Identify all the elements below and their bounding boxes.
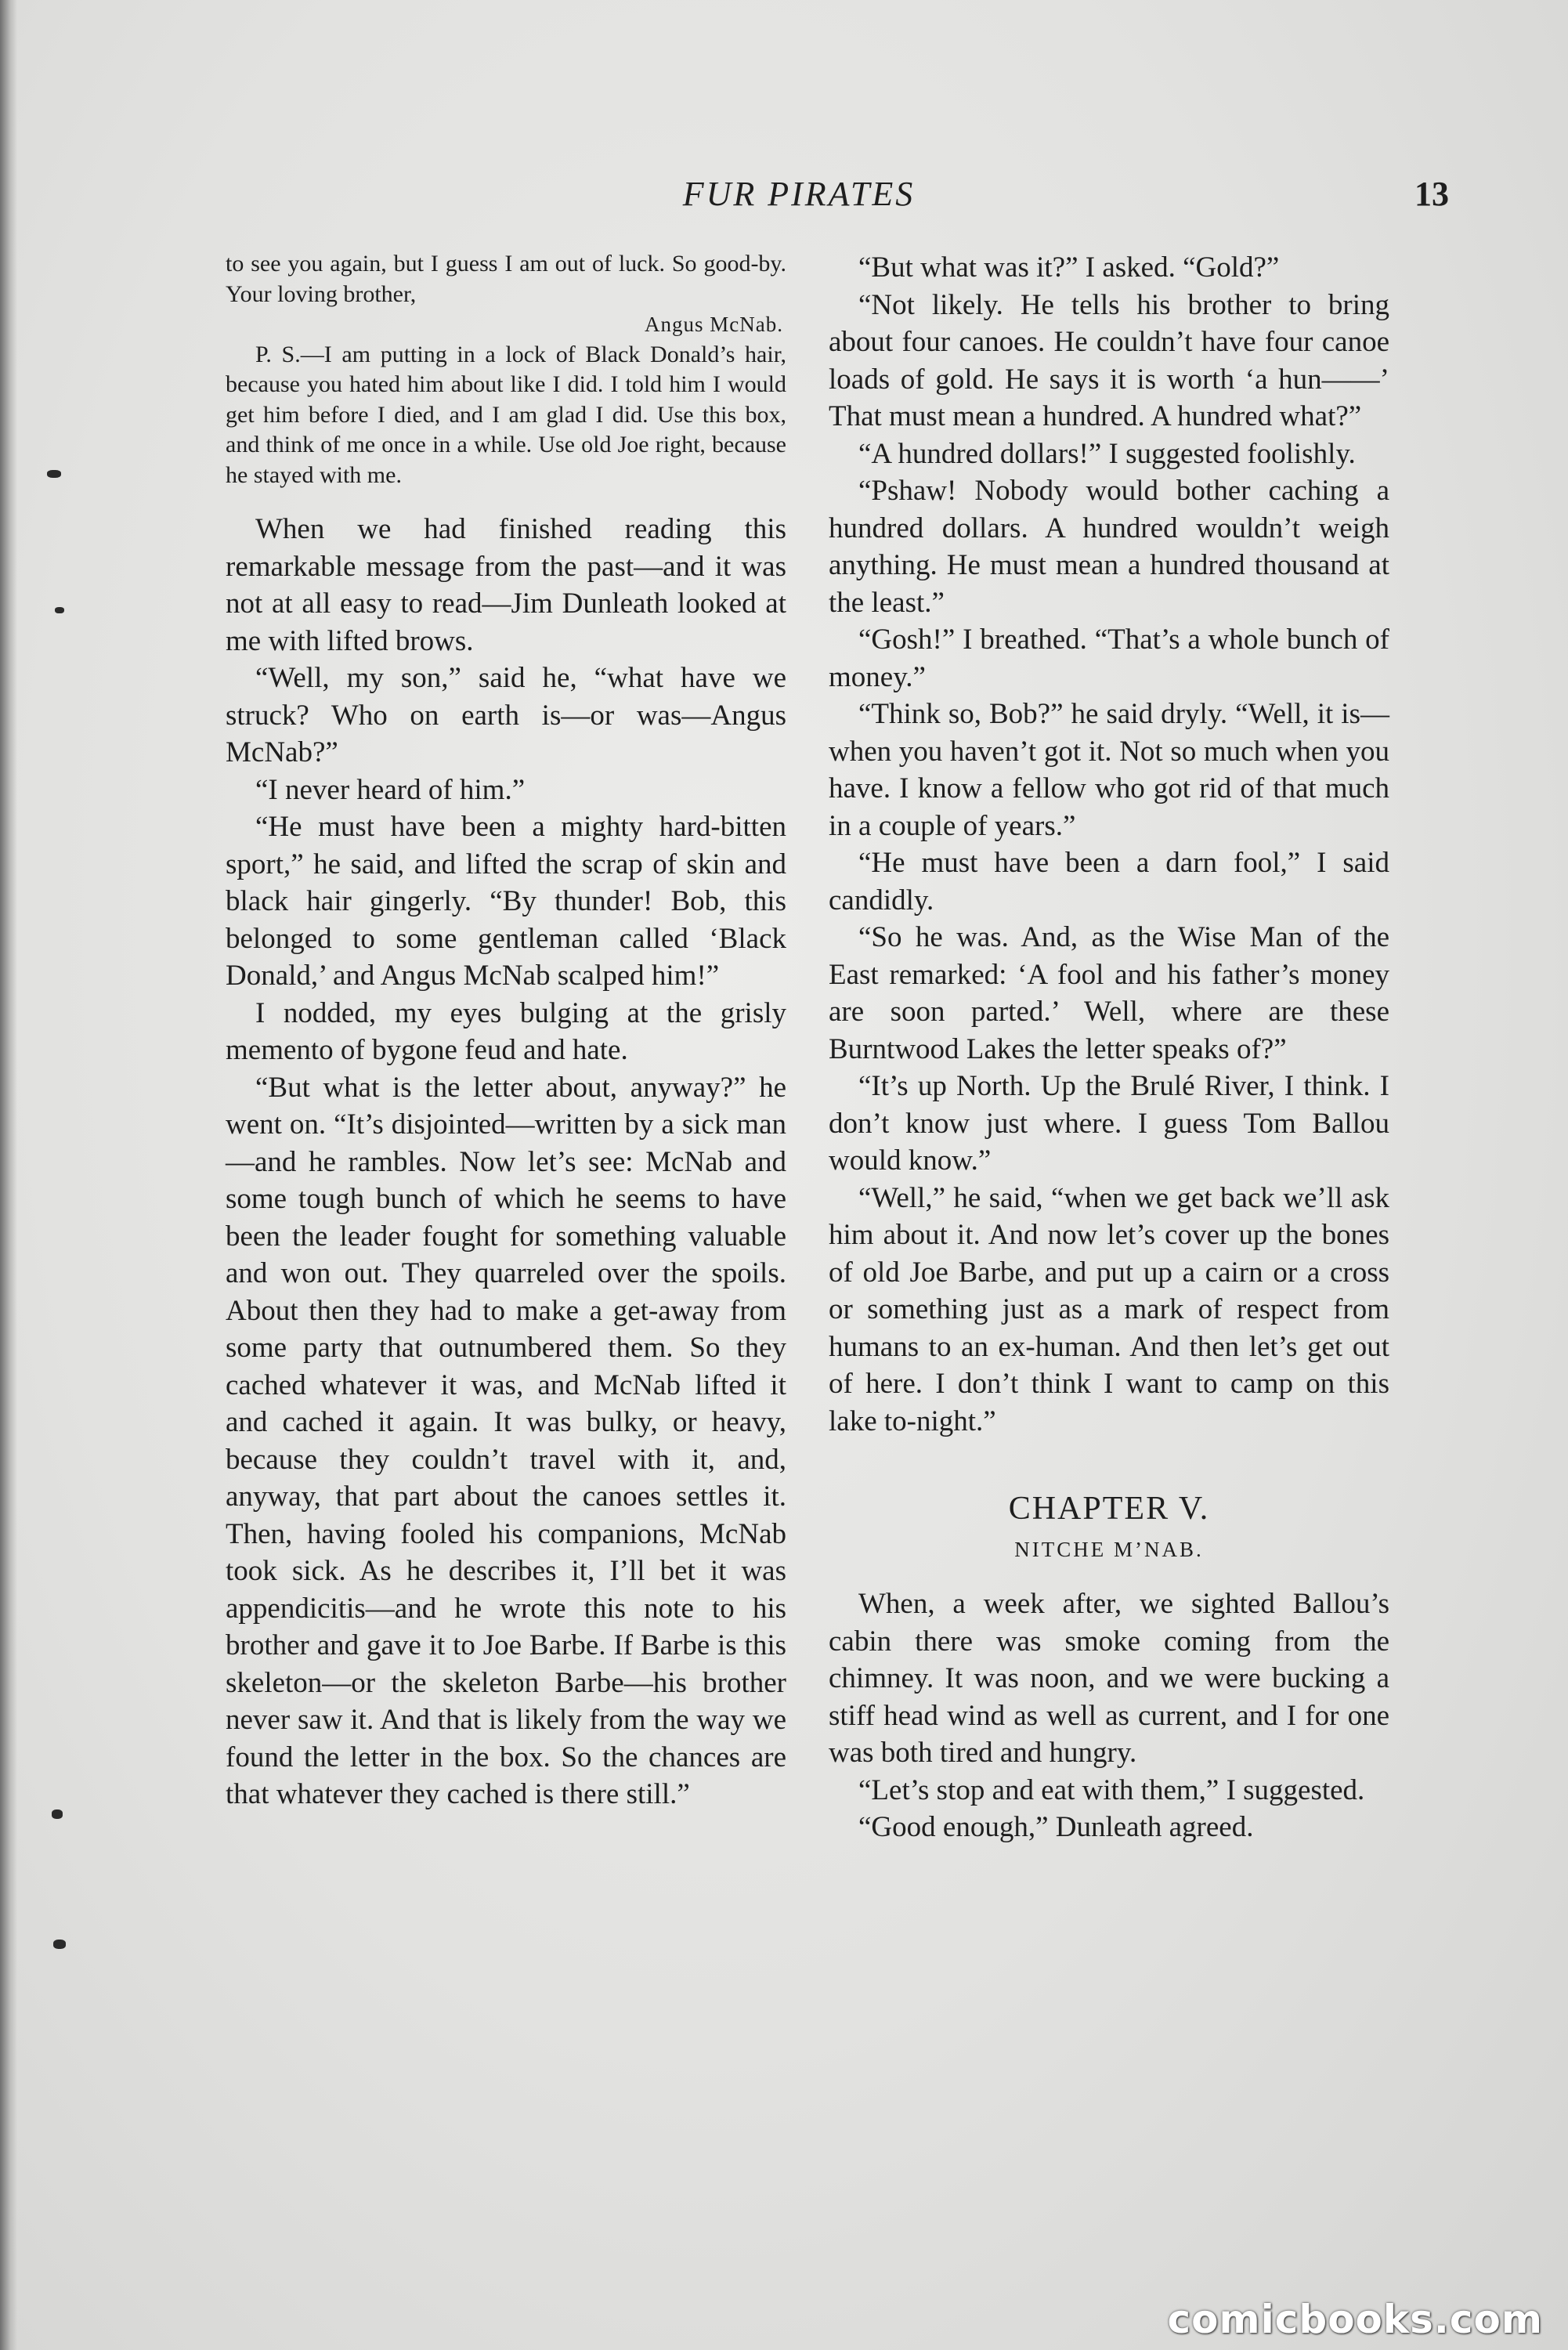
paper-speck xyxy=(55,607,64,613)
narrative-left xyxy=(226,511,786,1813)
paragraph: “Not likely. He tells his brother to bring about four canoes. He couldn’t have four canoe loads of gold. He says it is worth ‘a hun——’ That must mean a hundred. A hundred what?” xyxy=(829,288,1389,432)
paragraph: “He must have been a darn fool,” I said candidly. xyxy=(829,847,1389,916)
paragraph: “A hundred dollars!” I suggested foolishly. xyxy=(858,437,1356,470)
page-edge-shadow xyxy=(0,0,17,2350)
letter-excerpt xyxy=(226,249,786,490)
paragraph: “Well,” he said, “when we get back we’ll ask him about it. And now let’s cover up the bones of old Joe Barbe, and put up a cairn or a cross or something just as a mark of respect from humans to an ex-human. And then let’s get out of here. I don’t think I want to camp on this lake to-night.” xyxy=(829,1181,1389,1437)
paragraph: “But what was it?” I asked. “Gold?” xyxy=(858,251,1280,284)
paragraph: I nodded, my eyes bulging at the grisly memento of bygone feud and hate. xyxy=(226,996,786,1066)
running-title: FUR PIRATES xyxy=(682,175,916,213)
paper-speck xyxy=(52,1810,63,1819)
paragraph: “But what is the letter about, anyway?” he went on. “It’s disjointed—written by a sick man—and he rambles. Now let’s see: McNab and some tough bunch of which he seems to have been the leader fought for something valuable and won out. They quarreled over the spoils. About then they had to make a get-away from some party that outnumbered them. So they cached whatever it was, and McNab lifted it and cached it again. It was bulky, or heavy, because they couldn’t travel with it, and, anyway, that part about the canoes settles it. Then, having fooled his companions, McNab took sick. As he describes it, I’ll bet it was appendicitis—and he wrote this note to his brother and gave it to Joe Barbe. If Barbe is this skeleton—or the skeleton Barbe—his brother never saw it. And that is likely from the way we found the letter in the box. So the chances are that whatever they cached is there still.” xyxy=(226,1071,786,1810)
chapter-body xyxy=(829,1585,1389,1846)
right-column xyxy=(829,249,1389,1846)
paragraph: “Think so, Bob?” he said dryly. “Well, it is—when you haven’t got it. Not so much when you have. I know a fellow who got rid of that much in a couple of years.” xyxy=(829,698,1389,842)
letter-line: to see you again, but I guess I am out of luck. So good-by. Your loving brother, xyxy=(226,251,786,307)
paragraph: “Good enough,” Dunleath agreed. xyxy=(858,1811,1254,1843)
paragraph: “Let’s stop and eat with them,” I suggested. xyxy=(858,1773,1365,1806)
letter-postscript: P. S.—I am putting in a lock of Black Donald’s hair, because you hated him about like I did. I told him I would get him before I died, and I am glad I did. Use this box, and think of me once in a while. Use old Joe right, because he stayed with me. xyxy=(226,341,786,488)
chapter-heading: CHAPTER V. xyxy=(1008,1491,1210,1527)
chapter-title: NITCHE M’NAB. xyxy=(1014,1538,1204,1561)
page-number: 13 xyxy=(1414,175,1449,213)
paragraph: When, a week after, we sighted Ballou’s cabin there was smoke coming from the chimney. It was noon, and we were bucking a stiff head wind as well as current, and I for one was both tired and hungry. xyxy=(829,1588,1389,1769)
watermark: comicbooks.com xyxy=(1167,2297,1543,2342)
paragraph: “Well, my son,” said he, “what have we struck? Who on earth is—or was—Angus McNab?” xyxy=(226,662,786,768)
paragraph: “Pshaw! Nobody would bother caching a hundred dollars. A hundred wouldn’t weigh anything. He must mean a hundred thousand at the least.” xyxy=(829,475,1389,619)
paragraph: “So he was. And, as the Wise Man of the East remarked: ‘A fool and his father’s money are soon parted.’ Well, where are these Burntwood Lakes the letter speaks of?” xyxy=(829,921,1389,1065)
paragraph: “Gosh!” I breathed. “That’s a whole bunch of money.” xyxy=(829,624,1389,693)
letter-signature: Angus McNab. xyxy=(645,313,783,336)
paragraph: “I never heard of him.” xyxy=(255,773,526,806)
left-column xyxy=(226,249,786,1813)
narrative-right xyxy=(829,249,1389,1440)
paragraph: “He must have been a mighty hard-bitten sport,” he said, and lifted the scrap of skin and black hair gingerly. “By thunder! Bob, this belonged to some gentleman called ‘Black Donald,’ and Angus McNab scalped him!” xyxy=(226,811,786,992)
paper-speck xyxy=(53,1940,66,1949)
paragraph: “It’s up North. Up the Brulé River, I think. I don’t know just where. I guess Tom Ballou would know.” xyxy=(829,1070,1389,1177)
paragraph: When we had finished reading this remarkable message from the past—and it was not at all easy to read—Jim Dunleath looked at me with lifted brows. xyxy=(226,513,786,657)
paper-speck xyxy=(47,470,61,478)
